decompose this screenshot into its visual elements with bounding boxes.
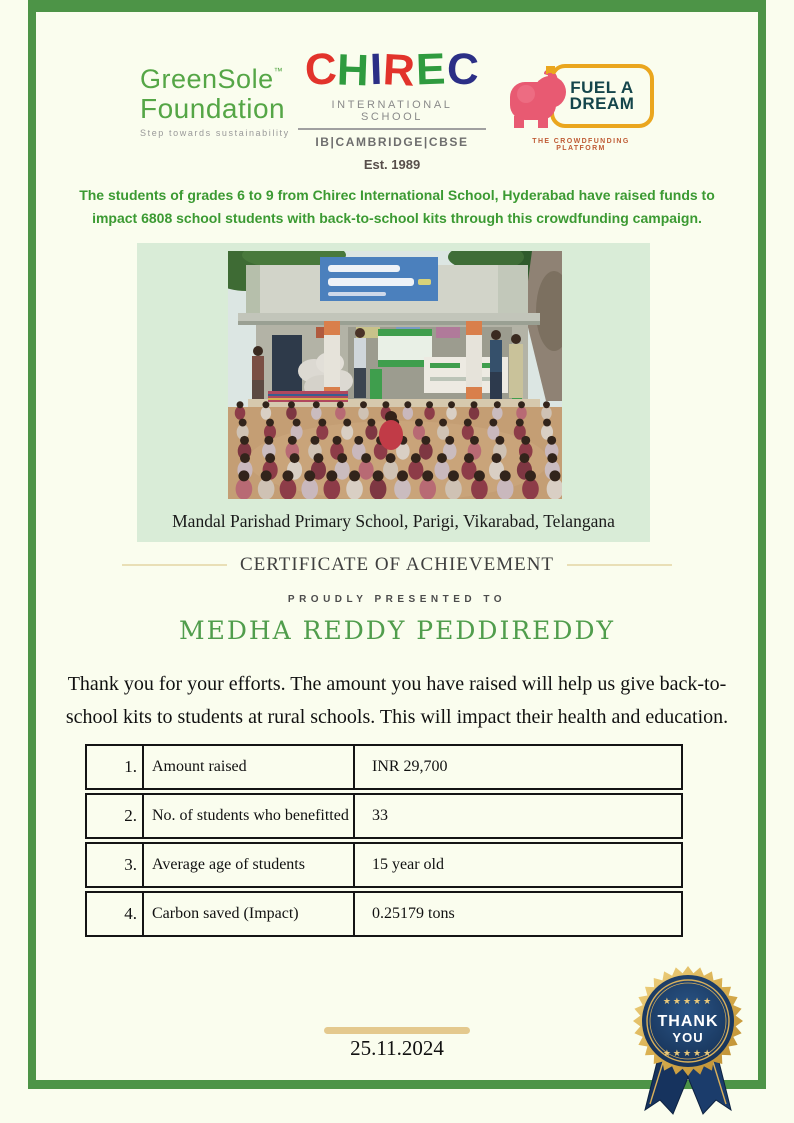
fueladream-tagline: THE CROWDFUNDING PLATFORM [532,138,630,152]
table-row [85,842,683,888]
row-value: 33 [372,807,388,824]
presented-to-label: PROUDLY PRESENTED TO [287,594,507,605]
greensole-logo [140,66,300,138]
row-number: 4. [87,893,144,935]
greensole-tagline: Step towards sustainability [140,128,290,138]
message-line-1: Thank you for your efforts. The amount you have raised will help us give back-to- [67,673,727,695]
table-row [85,891,683,937]
row-value: 0.25179 tons [372,905,455,922]
row-number: 2. [87,795,144,837]
thank-you-message [30,668,764,734]
school-sign-board [320,257,438,301]
intro-line-1: The students of grades 6 to 9 from Chirec International School, Hyderabad have raised funds to [79,187,715,203]
certificate-title: CERTIFICATE OF ACHIEVEMENT [239,554,555,575]
teacher-figure [490,330,502,400]
row-number: 3. [87,844,144,886]
trademark-symbol: ™ [273,66,284,76]
school-photo [228,251,562,499]
fueladream-line1: FUEL A [570,77,634,97]
intro-line-2: impact 6808 school students with back-to-school kits through this crowdfunding campaign. [92,210,702,227]
row-value: 15 year old [372,856,444,873]
stars-bottom: ★★★★★ [662,1049,714,1059]
row-label: Carbon saved (Impact) [144,893,355,935]
row-label: Amount raised [144,746,355,788]
fueladream-line2: DREAM [569,94,635,113]
row-value: INR 29,700 [372,758,448,775]
chirec-boards: IB|CAMBRIDGE|CBSE [315,135,469,149]
badge-line-1: THANK [657,1013,719,1030]
chirec-logo [298,44,486,172]
thank-you-badge [613,944,763,1123]
table-row [85,744,683,790]
pillar [466,321,482,405]
certificate-title-row [0,554,794,576]
greensole-name: GreenSole [140,64,274,94]
photo-caption: Mandal Parishad Primary School, Parigi, Vikarabad, Telangana [172,511,615,531]
elephant-icon [506,60,572,134]
table-row [85,793,683,839]
intro-text [36,184,758,230]
photo-card [137,243,650,542]
teacher-figure [354,328,366,398]
title-rule-left [122,564,227,566]
badge-line-2: YOU [672,1030,704,1045]
row-label: Average age of students [144,844,355,886]
chirec-international-school: INTERNATIONAL SCHOOL [298,99,486,130]
chirec-established: Est. 1989 [363,157,421,172]
row-label: No. of students who benefitted [144,795,355,837]
stars-top: ★★★★★ [662,997,714,1007]
greensole-foundation: Foundation [140,93,286,124]
row-number: 1. [87,746,144,788]
date-divider [324,1027,470,1034]
title-rule-right [567,564,672,566]
message-line-2: school kits to students at rural schools. This will impact their health and education. [65,706,729,728]
chirec-wordmark: CHIREC [303,44,481,96]
recipient-name: MEDHA REDDY PEDDIREDDY [178,616,615,645]
date: 25.11.2024 [350,1036,444,1060]
impact-table [85,744,683,940]
